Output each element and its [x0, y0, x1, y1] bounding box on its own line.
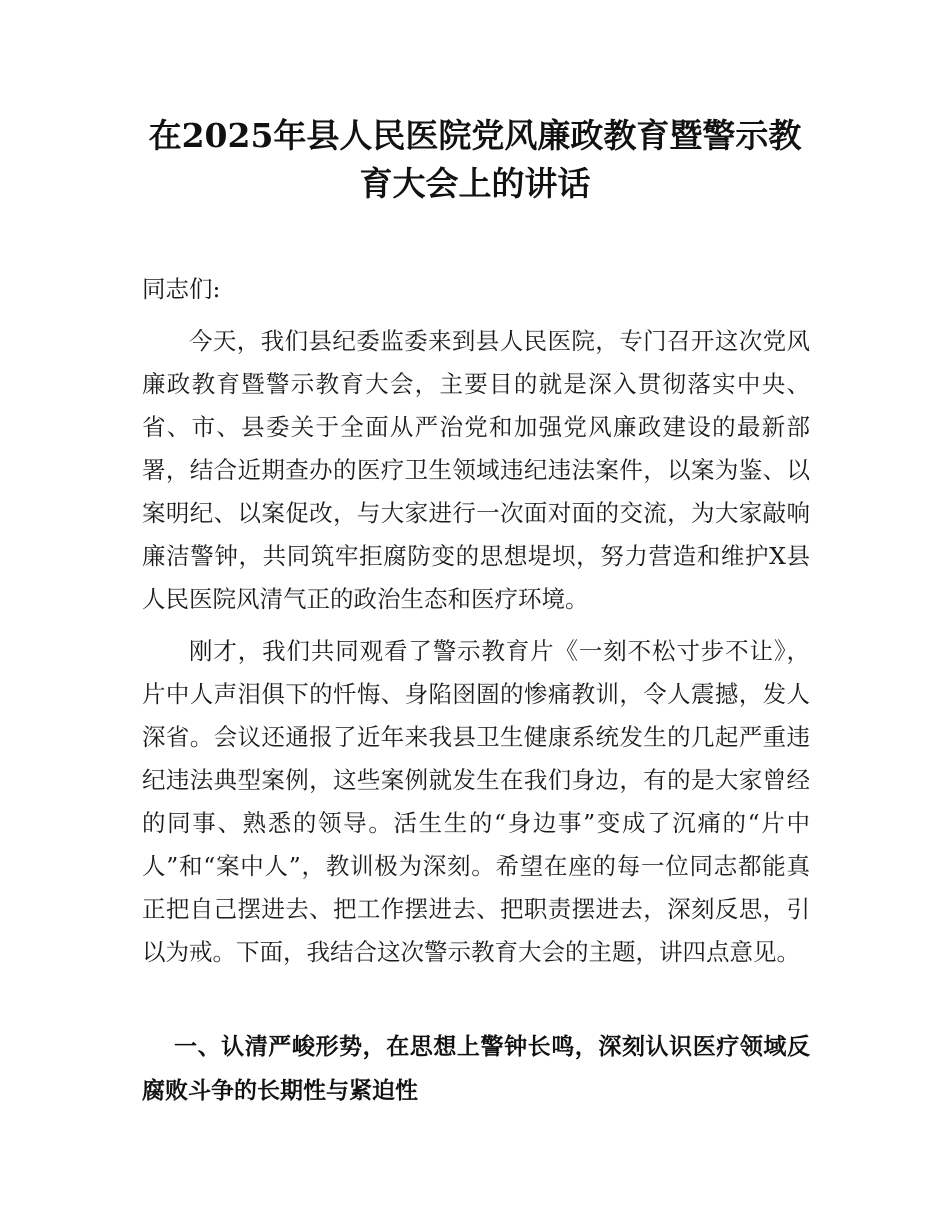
paragraph-1: 今天，我们县纪委监委来到县人民医院，专门召开这次党风廉政教育暨警示教育大会，主要目的就是深入贯彻落实中央、省、市、县委关于全面从严治党和加强党风廉政建设的最新部署，结合近期查办的医疗卫生领域违纪违法案件，以案为鉴、以案明纪、以案促改，与大家进行一次面对面的交流，为大家敲响廉洁警钟，共同筑牢拒腐防变的思想堤坝，努力营造和维护X县人民医院风清气正的政治生态和医疗环境。 — [142, 327, 810, 613]
document-title: 在2025年县人民医院党风廉政教育暨警示教育大会上的讲话 — [148, 116, 802, 203]
section-heading-1: 一、认清严峻形势，在思想上警钟长鸣，深刻认识医疗领域反腐败斗争的长期性与紧迫性 — [142, 1034, 810, 1104]
salutation: 同志们: — [142, 275, 221, 303]
paragraph-2: 刚才，我们共同观看了警示教育片《一刻不松寸步不让》，片中人声泪俱下的忏悔、身陷囹圄的惨痛教训，令人震撼，发人深省。会议还通报了近年来我县卫生健康系统发生的几起严重违纪违法典型案例，这些案例就发生在我们身边，有的是大家曾经的同事、熟悉的领导。活生生的“身边事”变成了沉痛的“片中人”和“案中人”，教训极为深刻。希望在座的每一位同志都能真正把自己摆进去、把工作摆进去、把职责摆进去，深刻反思，引以为戒。下面，我结合这次警示教育大会的主题，讲四点意见。 — [142, 637, 810, 966]
